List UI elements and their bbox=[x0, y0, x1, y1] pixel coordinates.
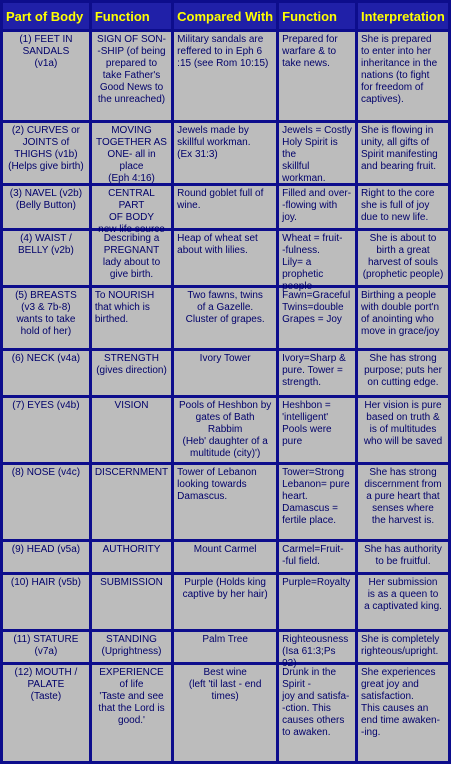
function-2-cell bbox=[279, 288, 355, 348]
part-of-body-cell bbox=[3, 398, 89, 462]
cell-text: Two fawns, twins of a Gazelle. Cluster of grapes. bbox=[185, 290, 265, 325]
table-row bbox=[3, 398, 448, 462]
header-interpretation: Interpretation bbox=[358, 3, 448, 29]
cell-text: SIGN OF SON- -SHIP (of being prepared to take Father's Good News to the unreached) bbox=[97, 34, 166, 105]
cell-text: MOVING TOGETHER AS ONE- all in place (Eph 4:16) bbox=[96, 125, 167, 184]
part-of-body-cell bbox=[3, 632, 89, 662]
cell-text: STANDING (Uprightness) bbox=[101, 634, 162, 657]
function-2-cell bbox=[279, 398, 355, 462]
header-compared-with: Compared With bbox=[174, 3, 276, 29]
cell-text: Her submission is as a queen to a captivated king. bbox=[364, 577, 442, 612]
part-of-body-cell bbox=[3, 665, 89, 761]
function-2-cell bbox=[279, 465, 355, 539]
table-row bbox=[3, 231, 448, 285]
part-of-body-cell bbox=[3, 123, 89, 183]
cell-text: AUTHORITY bbox=[102, 544, 161, 555]
cell-text: Heap of wheat set about with lilies. bbox=[177, 233, 258, 256]
table-body bbox=[3, 32, 448, 761]
function-2-cell bbox=[279, 32, 355, 120]
cell-text: Pools of Heshbon by gates of Bath Rabbim (Heb' daughter of a multitude (city)') bbox=[179, 400, 272, 459]
part-of-body-cell bbox=[3, 32, 89, 120]
compared-with-cell bbox=[174, 398, 276, 462]
table-row bbox=[3, 186, 448, 228]
part-of-body-cell bbox=[3, 351, 89, 395]
table-row bbox=[3, 665, 448, 761]
function-cell bbox=[92, 288, 171, 348]
interpretation-cell bbox=[358, 231, 448, 285]
cell-text: (2) CURVES or JOINTS of THIGHS (v1b) (Helps give birth) bbox=[8, 125, 84, 172]
cell-text: VISION bbox=[114, 400, 149, 411]
table-row bbox=[3, 575, 448, 629]
cell-text: Describing a PREGNANT lady about to give birth. bbox=[102, 233, 161, 280]
table-row bbox=[3, 32, 448, 120]
cell-text: She has strong discernment from a pure heart that senses where the harvest is. bbox=[364, 467, 442, 526]
cell-text: Drunk in the Spirit - joy and satisfa- -ction. This causes others to awaken. bbox=[282, 667, 350, 738]
cell-text: Best wine (left 'til last - end times) bbox=[188, 667, 262, 702]
cell-text: EXPERIENCE of life 'Taste and see that the Lord is good.' bbox=[98, 667, 165, 726]
interpretation-cell bbox=[358, 465, 448, 539]
cell-text: She is about to birth a great harvest of souls (prophetic people) bbox=[362, 233, 444, 280]
function-2-cell bbox=[279, 632, 355, 669]
cell-text: Carmel=Fruit- -ful field. bbox=[282, 544, 344, 567]
cell-text: (10) HAIR (v5b) bbox=[10, 577, 81, 588]
cell-text: She has authority to be fruitful. bbox=[364, 544, 442, 567]
part-of-body-cell bbox=[3, 186, 89, 228]
cell-text: Tower=Strong Lebanon= pure heart. Damascus = fertile place. bbox=[282, 467, 350, 526]
function-2-cell bbox=[279, 351, 355, 395]
compared-with-cell bbox=[174, 231, 276, 285]
part-of-body-cell bbox=[3, 288, 89, 348]
header-function-2: Function bbox=[279, 3, 355, 29]
interpretation-cell bbox=[358, 398, 448, 462]
cell-text: She is completely righteous/upright. bbox=[361, 634, 440, 657]
cell-text: CENTRAL PART OF BODY new life source bbox=[98, 188, 165, 235]
function-2-cell bbox=[279, 575, 355, 629]
cell-text: (8) NOSE (v4c) bbox=[11, 467, 81, 478]
function-cell bbox=[92, 186, 171, 235]
cell-text: Wheat = fruit- -fulness. Lily= a prophetic people bbox=[282, 233, 343, 292]
cell-text: Mount Carmel bbox=[193, 544, 257, 555]
cell-text: To NOURISH that which is birthed. bbox=[94, 290, 155, 325]
cell-text: Prepared for warfare & to take news. bbox=[282, 34, 338, 69]
cell-text: Tower of Lebanon looking towards Damascus. bbox=[177, 467, 257, 502]
cell-text: SUBMISSION bbox=[100, 577, 163, 588]
cell-text: Jewels = Costly Holy Spirit is the skillful workman. bbox=[282, 125, 352, 184]
cell-text: Her vision is pure based on truth & is of multitudes who will be saved bbox=[363, 400, 443, 447]
function-2-cell bbox=[279, 665, 355, 761]
cell-text: Palm Tree bbox=[202, 634, 248, 645]
header-function: Function bbox=[92, 3, 171, 29]
interpretation-cell bbox=[358, 542, 448, 572]
cell-text: Purple=Royalty bbox=[282, 577, 351, 588]
part-of-body-cell bbox=[3, 575, 89, 629]
cell-text: (9) HEAD (v5a) bbox=[11, 544, 81, 555]
function-2-cell bbox=[279, 123, 355, 183]
function-cell bbox=[92, 123, 171, 183]
interpretation-cell bbox=[358, 288, 448, 348]
cell-text: She is flowing in unity, all gifts of Spirit manifesting and bearing fruit. bbox=[361, 125, 438, 172]
interpretation-cell bbox=[358, 632, 448, 662]
function-cell bbox=[92, 575, 171, 629]
header-part-of-body: Part of Body bbox=[3, 3, 89, 29]
cell-text: (1) FEET IN SANDALS (v1a) bbox=[19, 34, 73, 69]
interpretation-cell bbox=[358, 32, 448, 120]
table-row bbox=[3, 123, 448, 183]
interpretation-cell bbox=[358, 575, 448, 629]
cell-text: Ivory=Sharp & pure. Tower = strength. bbox=[282, 353, 346, 388]
cell-text: (4) WAIST / BELLY (v2b) bbox=[18, 233, 74, 256]
table-row bbox=[3, 465, 448, 539]
table-row bbox=[3, 542, 448, 572]
compared-with-cell bbox=[174, 465, 276, 539]
cell-text: DISCERNMENT bbox=[94, 467, 169, 478]
cell-text: Purple (Holds king captive by her hair) bbox=[182, 577, 268, 600]
table-row bbox=[3, 351, 448, 395]
cell-text: Right to the core she is full of joy due to new life. bbox=[361, 188, 435, 223]
part-of-body-cell bbox=[3, 231, 89, 285]
compared-with-cell bbox=[174, 32, 276, 120]
cell-text: (11) STATURE (v7a) bbox=[13, 634, 79, 657]
cell-text: (3) NAVEL (v2b) (Belly Button) bbox=[9, 188, 83, 211]
cell-text: Military sandals are reffered to in Eph 6 :15 (see Rom 10:15) bbox=[177, 34, 269, 69]
part-of-body-cell bbox=[3, 542, 89, 572]
header-row bbox=[3, 3, 448, 29]
compared-with-cell bbox=[174, 575, 276, 629]
cell-text: STRENGTH (gives direction) bbox=[96, 353, 167, 376]
cell-text: (12) MOUTH / PALATE (Taste) bbox=[14, 667, 78, 702]
interpretation-cell bbox=[358, 186, 448, 228]
function-cell bbox=[92, 398, 171, 462]
cell-text: She has strong purpose; puts her on cutting edge. bbox=[364, 353, 442, 388]
compared-with-cell bbox=[174, 542, 276, 572]
interpretation-cell bbox=[358, 665, 448, 761]
function-cell bbox=[92, 665, 171, 761]
part-of-body-cell bbox=[3, 465, 89, 539]
table-row bbox=[3, 288, 448, 348]
cell-text: (5) BREASTS (v3 & 7b-8) wants to take hold of her) bbox=[15, 290, 77, 337]
cell-text: Fawn=Graceful Twins=double Grapes = Joy bbox=[282, 290, 351, 325]
function-cell bbox=[92, 632, 171, 662]
compared-with-cell bbox=[174, 123, 276, 183]
cell-text: (6) NECK (v4a) bbox=[11, 353, 81, 364]
function-cell bbox=[92, 465, 171, 539]
interpretation-cell bbox=[358, 123, 448, 183]
cell-text: Heshbon = 'intelligent' Pools were pure bbox=[282, 400, 332, 447]
cell-text: Jewels made by skillful workman. (Ex 31:3) bbox=[177, 125, 251, 160]
cell-text: Righteousness (Isa 61:3;Ps 92) bbox=[282, 634, 349, 669]
cell-text: Filled and over- -flowing with joy. bbox=[282, 188, 352, 223]
cell-text: She is prepared to enter into her inheritance in the nations (to fight for freedom of captives). bbox=[361, 34, 438, 105]
function-2-cell bbox=[279, 542, 355, 572]
compared-with-cell bbox=[174, 632, 276, 662]
interpretation-cell bbox=[358, 351, 448, 395]
cell-text: Round goblet full of wine. bbox=[177, 188, 264, 211]
compared-with-cell bbox=[174, 288, 276, 348]
compared-with-cell bbox=[174, 351, 276, 395]
compared-with-cell bbox=[174, 665, 276, 761]
compared-with-cell bbox=[174, 186, 276, 228]
function-2-cell bbox=[279, 186, 355, 228]
cell-text: She experiences great joy and satisfaction. This causes an end time awaken- -ing. bbox=[361, 667, 440, 738]
function-cell bbox=[92, 32, 171, 120]
function-cell bbox=[92, 231, 171, 285]
function-2-cell bbox=[279, 231, 355, 292]
function-cell bbox=[92, 542, 171, 572]
table-row bbox=[3, 632, 448, 662]
function-cell bbox=[92, 351, 171, 395]
cell-text: (7) EYES (v4b) bbox=[12, 400, 80, 411]
cell-text: Ivory Tower bbox=[199, 353, 251, 364]
cell-text: Birthing a people with double port'n of anointing who move in grace/joy bbox=[361, 290, 440, 337]
